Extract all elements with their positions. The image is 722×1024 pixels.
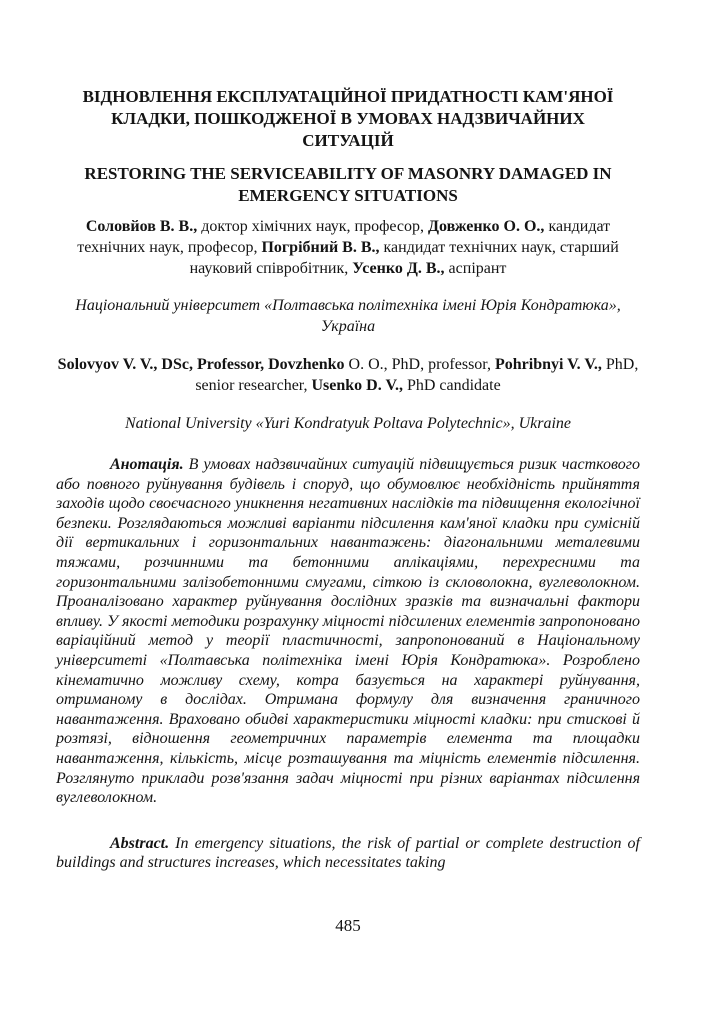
author-name-ua-3: Погрібний В. В., (261, 239, 384, 256)
abstract-en-label: Abstract. (110, 834, 170, 852)
author-role-ua-3: кандидат технічних наук, старший науковий співробітник, (189, 239, 619, 277)
abstract-ua (56, 455, 640, 808)
author-role-ua-1: доктор хімічних наук, професор, (201, 218, 429, 235)
authors-ua (56, 216, 640, 279)
author-name-en-2: Pohribnyi V. V., (495, 356, 606, 373)
authors-en (56, 354, 640, 396)
abstract-ua-text: В умовах надзвичайних ситуацій підвищується ризик часткового або повного руйнування будівель і споруд, що обумовлює необхідність прийняття заходів щодо своєчасного уникнення негативних наслідків та підвищення екологічної безпеки. Розглядаються можливі варіанти підсилення кам'яної кладки при сумісній дії вертикальних і горизонтальних навантажень: діагональними металевими тяжами, розчинними та бетонними аплікаціями, перехресними та горизонтальними залізобетонними смугами, сіткою із скловолокна, вуглеволокном. Проаналізовано характер руйнування дослідних зразків та визначальні фактори впливу. У якості методики розрахунку міцності підсилених елементів запропоновано варіаційний метод у теорії пластичності, запропонований в Національному університеті «Полтавська політехніка імені Юрія Кондратюка». Розроблено кінематично можливу схему, котра базується на характері руйнування, отриманому в дослідах. Отримана формулу для визначення граничного навантаження. Враховано обидві характеристики міцності кладки: при стискові й розтязі, відношення геометричних параметрів елемента та площадки навантаження, кількість, місце розташування та міцність елементів підсилення. Розглянуто приклади розв'язання задач міцності при різних варіантах підсилення вуглеволокном. (56, 456, 640, 807)
article-title-ua (56, 86, 640, 152)
author-role-ua-4: аспірант (448, 260, 507, 277)
abstract-en (56, 834, 640, 873)
title-ua-line-2: КЛАДКИ, ПОШКОДЖЕНОЇ В УМОВАХ НАДЗВИЧАЙНИХ (111, 109, 585, 128)
author-role-en-1: O. O., PhD, professor, (348, 356, 495, 373)
author-name-en-1: Solovyov V. V., DSc, Professor, Dovzhenko (57, 356, 349, 373)
affiliation-en: National University «Yuri Kondratyuk Poltava Polytechnic», Ukraine (124, 415, 571, 432)
author-name-ua-2: Довженко О. О., (428, 218, 549, 235)
abstract-ua-label: Анотація. (110, 456, 184, 473)
abstract-en-text: In emergency situations, the risk of partial or complete destruction of buildings and structures increases, which necessitates taking (56, 834, 640, 872)
title-en-line-2: EMERGENCY SITUATIONS (238, 186, 458, 205)
affiliation-ua: Національний університет «Полтавська політехніка імені Юрія Кондратюка», Україна (75, 297, 621, 335)
page-content (56, 0, 640, 873)
title-ua-line-3: СИТУАЦІЙ (302, 131, 394, 150)
author-name-ua-4: Усенко Д. В., (352, 260, 449, 277)
author-role-ua-2: кандидат технічних наук, професор, (77, 218, 611, 256)
author-role-en-2: PhD, senior researcher, (195, 356, 639, 394)
title-en-line-1: RESTORING THE SERVICEABILITY OF MASONRY DAMAGED IN (84, 164, 612, 183)
author-role-en-3: PhD candidate (406, 377, 501, 394)
author-name-en-3: Usenko D. V., (311, 377, 407, 394)
page-number: 485 (335, 916, 361, 935)
title-ua-line-1: ВІДНОВЛЕННЯ ЕКСПЛУАТАЦІЙНОЇ ПРИДАТНОСТІ КАМ'ЯНОЇ (82, 87, 614, 106)
article-title-en (56, 163, 640, 207)
author-name-ua-1: Соловйов В. В., (85, 218, 202, 235)
